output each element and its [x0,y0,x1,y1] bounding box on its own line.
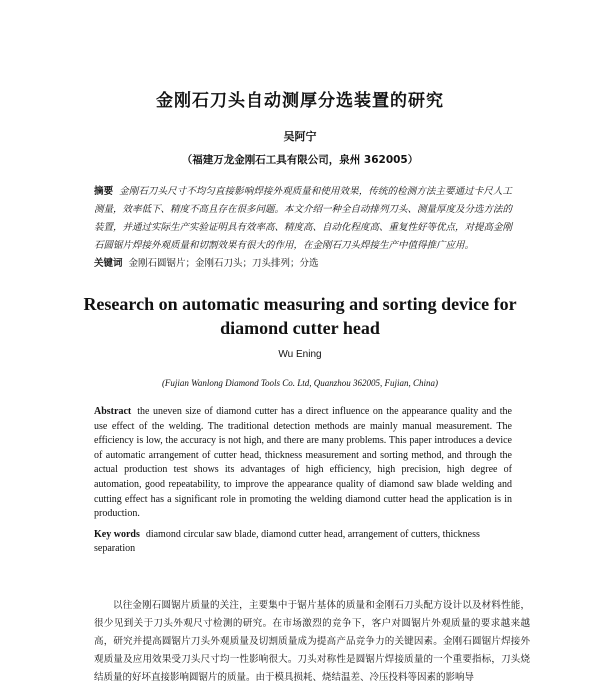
chinese-abstract-text: 金刚石刀头尺寸不均匀直接影响焊接外观质量和使用效果，传统的检测方法主要通过卡尺人工测量，效率低下、精度不高且存在很多问题。本文介绍一种全自动排列刀头、测量厚度及分选方法的装置，并通过实际生产实验证明具有效率高、精度高、自动化程度高、重复性好等优点，对提高金刚石圆锯片焊接外观质量和切割效果有很大的作用，在金刚石刀头焊接生产中值得推广应用。 [94,186,513,251]
english-affiliation: (Fujian Wanlong Diamond Tools Co. Ltd, Quanzhou 362005, Fujian, China) [161,378,439,388]
chinese-keywords-label: 关键词 [94,258,123,269]
english-abstract [94,405,512,522]
english-keywords-label: Key words [94,529,140,540]
body-paragraph: 以往金刚石圆锯片质量的关注，主要集中于锯片基体的质量和金刚石刀头配方设计以及材料性能，很少见到关于刀头外观尺寸检测的研究。在市场激烈的竞争下，客户对圆锯片外观质量的要求越来越高，研究并提高圆锯片刀头外观质量及切割质量成为提高产品竞争力的关键因素。金刚石圆锯片焊接外观质量及应用效果受刀头尺寸均一性影响很大。刀头对称性是圆锯片焊接质量的一个重要指标，刀头烧结质量的好坏直接影响圆锯片的质量。由于模具损耗、烧结温差、冷压投料等因素的影响导 [94,600,530,683]
chinese-abstract [94,183,512,255]
english-abstract-label: Abstract [94,406,132,417]
chinese-author: 吴阿宁 [283,130,317,143]
chinese-abstract-label: 摘要 [94,186,114,197]
english-keywords [94,528,512,556]
english-author: Wu Ening [278,349,322,360]
english-abstract-text: the uneven size of diamond cutter has a direct influence on the appearance quality and the use effect of the welding. The traditional detection methods are mainly manual measurement. The efficiency is low, the accuracy is not high, and there are many problems. This paper introduces a device of automatic arrangement of cutter head, thickness measurement and sorting method, and through the actual production test shows its advantages of high efficiency, high precision, high degree of automation, good repeatability, to improve the appearance quality of diamond saw blade welding and cutting effect has a significant role in promoting the welding diamond cutter head the application is in production. [94,406,512,520]
chinese-affiliation: （福建万龙金刚石工具有限公司，泉州 362005） [181,154,419,166]
chinese-title: 金刚石刀头自动测厚分选装置的研究 [156,91,444,111]
chinese-keywords-text: 金刚石圆锯片；金刚石刀头；刀头排列；分选 [128,258,319,269]
chinese-keywords [94,256,512,272]
english-title: Research on automatic measuring and sorting device for diamond cutter head [83,294,517,338]
english-keywords-text: diamond circular saw blade, diamond cutter head, arrangement of cutters, thickness separation [94,529,480,554]
